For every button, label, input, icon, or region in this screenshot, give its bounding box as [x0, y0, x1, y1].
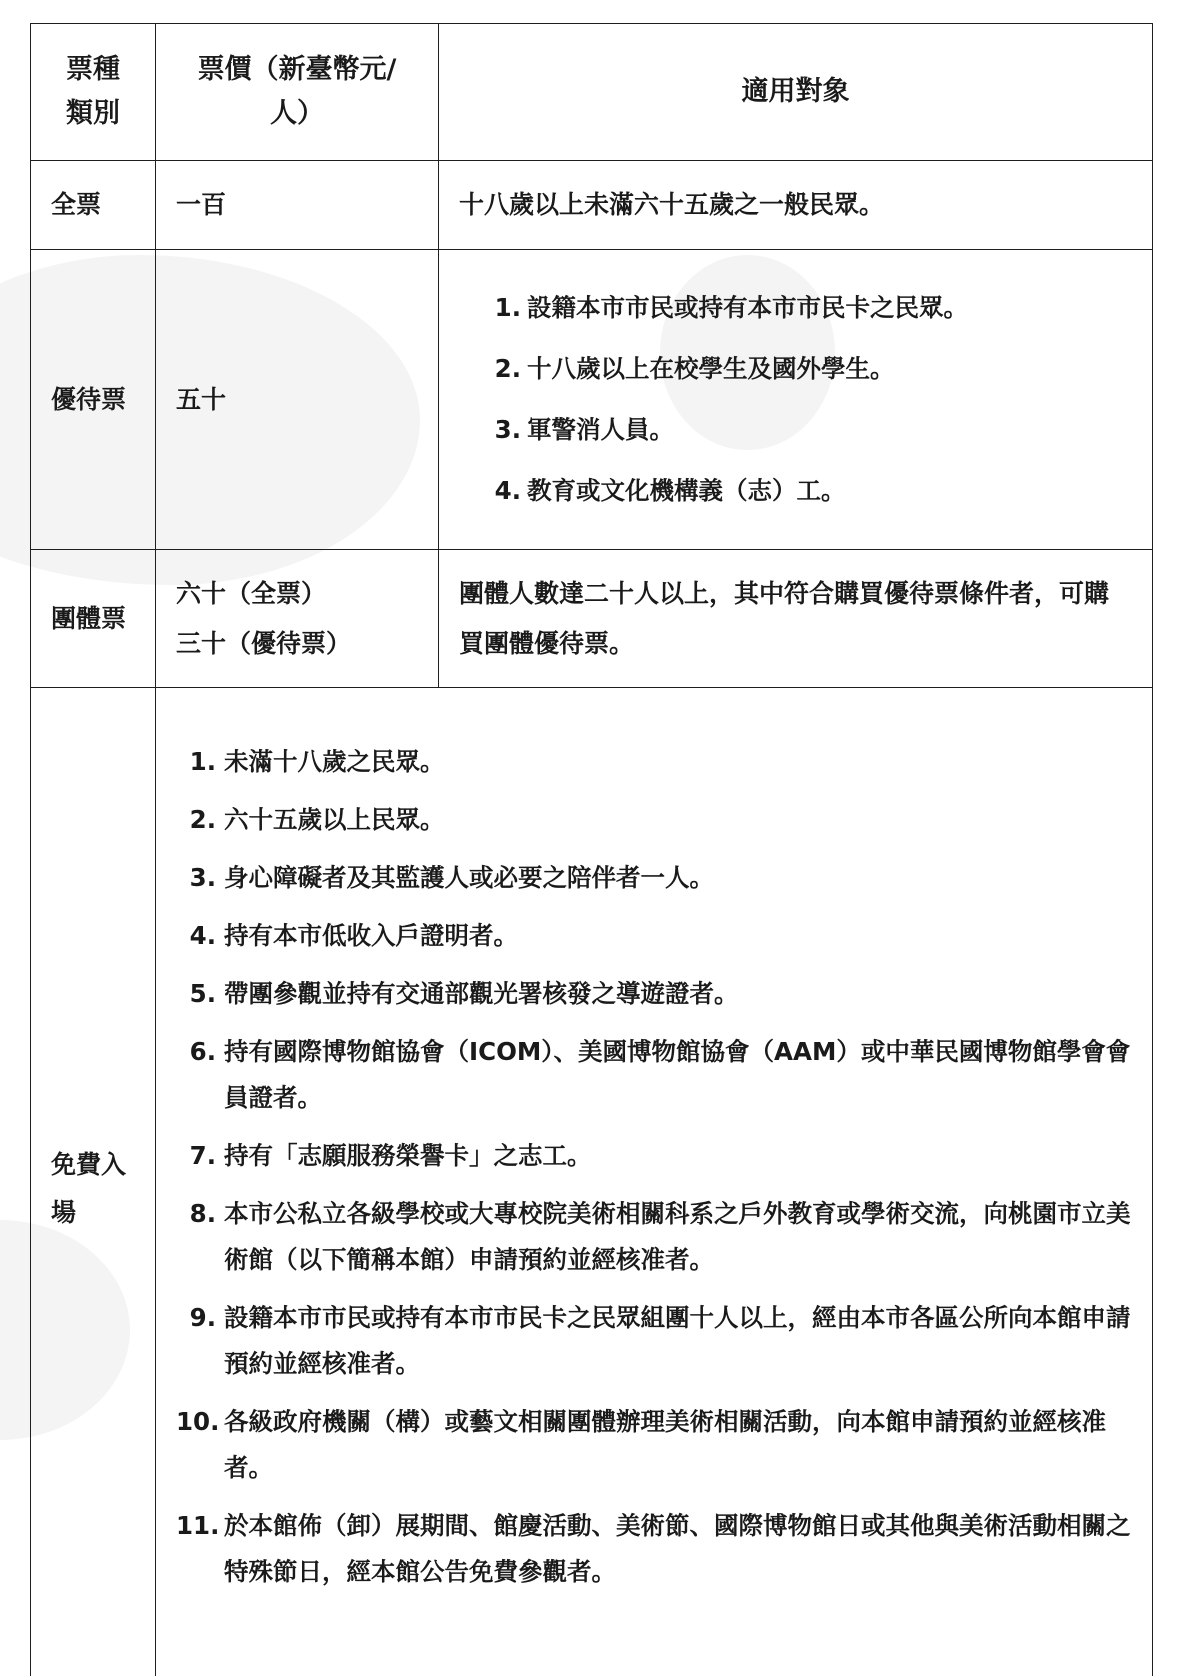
- list-text: 持有本市低收入戶證明者。: [224, 921, 518, 950]
- ticket-type-line: 場: [51, 1198, 77, 1227]
- ticket-type-cell: 優待票: [31, 250, 156, 550]
- list-number: 6.: [189, 1037, 216, 1066]
- ticket-type-cell: 全票: [31, 161, 156, 250]
- list-number: 4.: [189, 921, 216, 950]
- list-text: 未滿十八歲之民眾。: [224, 747, 445, 776]
- list-item: [491, 472, 1132, 510]
- list-number: 8.: [189, 1199, 216, 1228]
- table-row-discount-ticket: [31, 250, 1153, 550]
- price-line: 六十（全票）: [176, 578, 327, 608]
- list-number: 1.: [189, 747, 216, 776]
- list-number: 3.: [189, 863, 216, 892]
- list-text: 於本館佈（卸）展期間、館慶活動、美術節、國際博物館日或其他與美術活動相關之特殊節日，經本館公告免費參觀者。: [224, 1511, 1131, 1586]
- header-text: 人）: [270, 98, 324, 129]
- list-text: 帶團參觀並持有交通部觀光署核發之導遊證者。: [224, 979, 739, 1008]
- list-item: [176, 1399, 1132, 1491]
- list-item: [176, 971, 1132, 1017]
- list-number: 4.: [494, 476, 521, 505]
- list-item: [176, 855, 1132, 901]
- price-line: 三十（優待票）: [176, 628, 352, 658]
- list-text: 持有國際博物館協會（ICOM）、美國博物館協會（AAM）或中華民國博物館學會會員證者。: [224, 1037, 1131, 1112]
- ticket-type-cell: 團體票: [31, 550, 156, 688]
- ticket-type-line: 免費入: [51, 1150, 127, 1179]
- price-cell: 一百: [156, 161, 439, 250]
- list-item: [176, 1191, 1132, 1283]
- target-cell: 十八歲以上未滿六十五歲之一般民眾。: [439, 161, 1153, 250]
- list-number: 1.: [494, 293, 521, 322]
- table-header-row: [31, 24, 1153, 161]
- table-row-free-admission: [31, 688, 1153, 1676]
- target-cell: [439, 250, 1153, 550]
- list-item: [491, 411, 1132, 449]
- ticket-fee-table: [30, 23, 1153, 1676]
- list-number: 10.: [176, 1407, 220, 1436]
- list-item: [491, 289, 1132, 327]
- table-row-full-ticket: [31, 161, 1153, 250]
- list-item: [176, 739, 1132, 785]
- header-price: [156, 24, 439, 161]
- list-text: 設籍本市市民或持有本市市民卡之民眾組團十人以上，經由本市各區公所向本館申請預約並經核准者。: [224, 1303, 1131, 1378]
- list-text: 十八歲以上在校學生及國外學生。: [527, 354, 895, 383]
- list-item: [176, 1295, 1132, 1387]
- list-item: [176, 797, 1132, 843]
- target-cell: 團體人數達二十人以上，其中符合購買優待票條件者，可購買團體優待票。: [439, 550, 1153, 688]
- list-item: [491, 350, 1132, 388]
- header-target: [439, 24, 1153, 161]
- header-text: 票種: [66, 54, 120, 85]
- list-text: 設籍本市市民或持有本市市民卡之民眾。: [527, 293, 968, 322]
- list-item: [176, 1133, 1132, 1179]
- list-number: 11.: [176, 1511, 220, 1540]
- ticket-type-cell: [31, 688, 156, 1676]
- price-cell: 五十: [156, 250, 439, 550]
- list-number: 2.: [494, 354, 521, 383]
- header-text: 適用對象: [741, 76, 850, 107]
- free-admission-cell: [156, 688, 1153, 1676]
- list-number: 5.: [189, 979, 216, 1008]
- discount-eligibility-list: [459, 289, 1132, 510]
- list-number: 3.: [494, 415, 521, 444]
- list-text: 本市公私立各級學校或大專校院美術相關科系之戶外教育或學術交流，向桃園市立美術館（以下簡稱本館）申請預約並經核准者。: [224, 1199, 1131, 1274]
- table-row-group-ticket: [31, 550, 1153, 688]
- header-text: 類別: [66, 98, 120, 129]
- list-number: 9.: [189, 1303, 216, 1332]
- free-eligibility-list: [176, 739, 1132, 1595]
- list-text: 各級政府機關（構）或藝文相關團體辦理美術相關活動，向本館申請預約並經核准者。: [224, 1407, 1106, 1482]
- price-cell: [156, 550, 439, 688]
- list-number: 2.: [189, 805, 216, 834]
- list-number: 7.: [189, 1141, 216, 1170]
- list-text: 六十五歲以上民眾。: [224, 805, 445, 834]
- list-item: [176, 1029, 1132, 1121]
- list-text: 持有「志願服務榮譽卡」之志工。: [224, 1141, 592, 1170]
- list-item: [176, 1503, 1132, 1595]
- list-text: 軍警消人員。: [527, 415, 674, 444]
- list-item: [176, 913, 1132, 959]
- header-text: 票價（新臺幣元/: [197, 54, 397, 85]
- list-text: 身心障礙者及其監護人或必要之陪伴者一人。: [224, 863, 714, 892]
- list-text: 教育或文化機構義（志）工。: [527, 476, 846, 505]
- header-ticket-type: [31, 24, 156, 161]
